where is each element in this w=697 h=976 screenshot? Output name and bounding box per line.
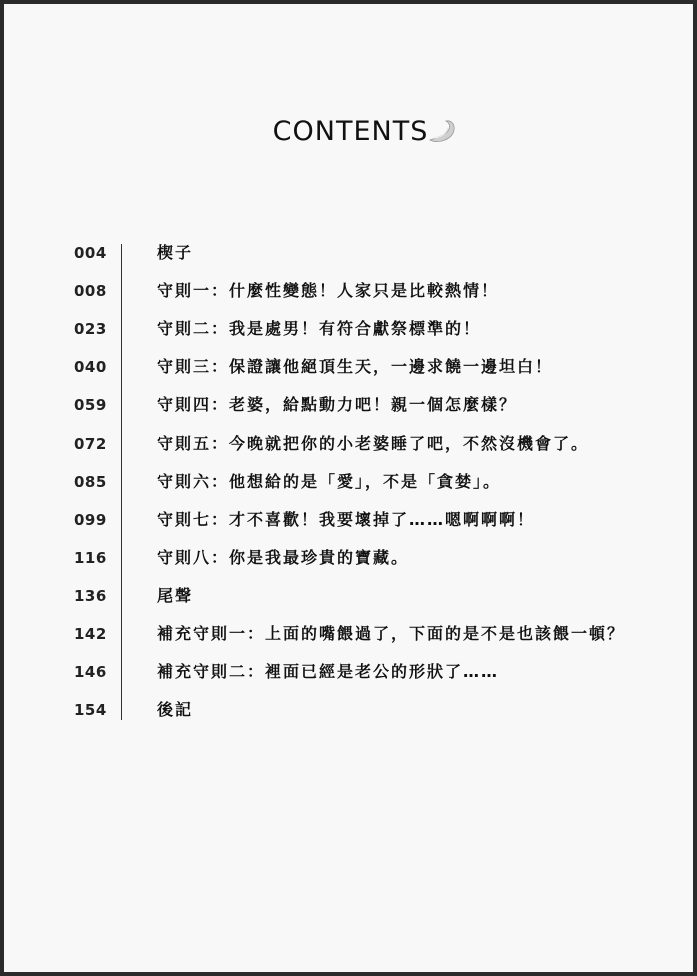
toc-page-number: 116 — [74, 548, 107, 567]
toc-entry[interactable] — [74, 234, 674, 272]
toc-entry[interactable] — [74, 615, 674, 653]
toc-entry[interactable] — [74, 386, 674, 424]
toc-chapter-title: 守則四：老婆，給點動力吧！親一個怎麼樣？ — [157, 395, 518, 415]
toc-entry[interactable] — [74, 539, 674, 577]
toc-chapter-title: 守則五：今晚就把你的小老婆睡了吧，不然沒機會了。 — [157, 433, 590, 453]
toc-page-number: 059 — [74, 396, 107, 415]
toc-chapter-title: 守則八：你是我最珍貴的寶藏。 — [157, 547, 410, 567]
toc-chapter-title: 守則六：他想給的是「愛」，不是「貪婪」。 — [157, 471, 502, 491]
toc-chapter-title: 尾聲 — [157, 585, 194, 605]
toc-page-number: 136 — [74, 586, 107, 605]
toc-page-number: 004 — [74, 244, 107, 263]
toc-entry[interactable] — [74, 348, 674, 386]
toc-entry[interactable] — [74, 577, 674, 615]
toc-page-number: 085 — [74, 472, 107, 491]
toc-page-number: 099 — [74, 510, 107, 529]
toc-entry[interactable] — [74, 501, 674, 539]
toc-divider — [121, 244, 122, 720]
swirl-ornament-icon — [424, 114, 458, 148]
toc-entry[interactable] — [74, 310, 674, 348]
toc-entry[interactable] — [74, 272, 674, 310]
toc-page-number: 008 — [74, 282, 107, 301]
toc-chapter-title: 守則一：什麼性變態！人家只是比較熱情！ — [157, 281, 500, 301]
toc-page-number: 146 — [74, 663, 107, 682]
toc-page-number: 142 — [74, 624, 107, 643]
toc-chapter-title: 後記 — [157, 700, 194, 720]
toc-chapter-title: 補充守則一：上面的嘴餵過了，下面的是不是也該餵一頓？ — [157, 623, 626, 643]
toc-entry[interactable] — [74, 653, 674, 691]
toc-chapter-title: 守則二：我是處男！有符合獻祭標準的！ — [157, 319, 482, 339]
title-area — [4, 116, 693, 147]
toc-entry[interactable] — [74, 463, 674, 501]
toc-chapter-title: 楔子 — [157, 243, 194, 263]
toc-page-number: 072 — [74, 434, 107, 453]
toc-page-number: 023 — [74, 320, 107, 339]
toc-entry[interactable] — [74, 424, 674, 462]
table-of-contents — [74, 234, 674, 729]
toc-page-number: 040 — [74, 358, 107, 377]
book-page — [4, 4, 693, 972]
toc-entry[interactable] — [74, 691, 674, 729]
toc-chapter-title: 守則七：才不喜歡！我要壞掉了……嗯啊啊啊！ — [157, 509, 536, 529]
contents-title — [273, 116, 437, 147]
toc-chapter-title: 守則三：保證讓他絕頂生天，一邊求饒一邊坦白！ — [157, 357, 554, 377]
toc-page-number: 154 — [74, 701, 107, 720]
toc-chapter-title: 補充守則二：裡面已經是老公的形狀了…… — [157, 662, 500, 682]
contents-title-text: CONTENTS — [272, 116, 429, 147]
